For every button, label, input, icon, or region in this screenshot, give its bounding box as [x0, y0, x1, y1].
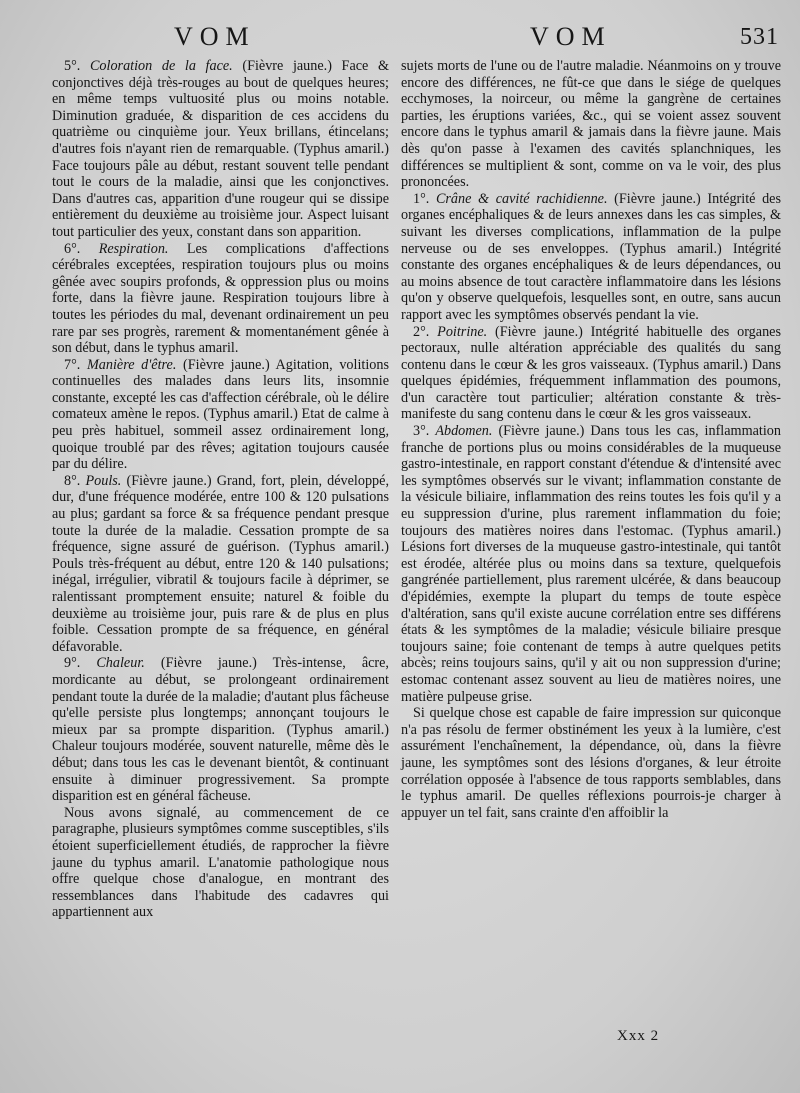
paragraph-coloration: 5°. Coloration de la face. (Fièvre jaune.) Face & conjonctives déjà très-rouges au bout de quelques heures; en même temps vultuosité plus ou moins notable. Diminution graduée, & disparition de ces accidens du quatrième ou cinquième jour. Yeux brillans, étincelans; d'autres fois n'ayant rien de remarquable. (Typhus amaril.) Face toujours pâle au début, restant souvent telle pendant tout le cours de la maladie, ainsi que les conjonctives. Dans d'autres cas, apparition d'une rougeur qui se dissipe entièrement du deuxième au troisième jour. Aspect luisant tout particulier des yeux, constant dans son apparition.: [52, 58, 389, 240]
section-title: Pouls.: [85, 472, 122, 489]
paragraph-continuation: sujets morts de l'une ou de l'autre maladie. Néanmoins on y trouve encore des différences, ne fût-ce que dans le siége de quelques ecchymoses, la noirceur, ou même la gangrène de certaines parties, les éruptions variées, &c., qui se voient assez souvent encore dans le typhus amaril & jamais dans la fièvre jaune. Mais dès qu'on passe à l'examen des cavités splanchniques, les différences se multiplient & sont, comme on va le voir, des plus prononcées.: [401, 58, 781, 191]
paragraph-respiration: 6°. Respiration. Les complications d'affections cérébrales exceptées, respiration toujours plus ou moins gênée avec soupirs profonds, & oppression plus ou moins forte, dans la fièvre jaune. Respiration toujours libre à toutes les périodes du mal, devenant ordinairement un peu rare par ses progrès, rarement & momentanément gênée à son début, dans le typhus amaril.: [52, 240, 389, 357]
section-title: Coloration de la face.: [89, 58, 233, 74]
section-title: Abdomen.: [435, 423, 493, 440]
paragraph-anatomie: Nous avons signalé, au commencement de ce paragraphe, plusieurs symptômes comme susceptibles, s'ils étoient superficiellement étudiés, de rapprocher la fièvre jaune du typhus amaril. L'anatomie pathologique nous offre quelque chose d'analogue, en montrant des ressemblances dans l'habitude des cadavres qui appartiennent aux: [52, 804, 389, 921]
right-column: [401, 58, 781, 821]
section-title: Crâne & cavité rachidienne.: [435, 190, 608, 207]
left-column: [52, 58, 389, 921]
paragraph-conclusion: Si quelque chose est capable de faire impression sur quiconque n'a pas résolu de fermer obstinément les yeux à la lumière, c'est assurément l'enchaînement, la dépendance, où, dans la fièvre jaune, les symptômes sont des lésions d'organes, & leur étroite corrélation opposée à l'absence de tous rapports semblables, dans le typhus amaril. De quelles réflexions pourrois-je charger à appuyer un tel fait, sans crainte d'en affoiblir la: [401, 705, 781, 821]
paragraph-pouls: 8°. Pouls. (Fièvre jaune.) Grand, fort, plein, développé, dur, d'une fréquence modérée, entre 100 & 120 pulsations au plus; gardant sa force & sa fréquence pendant presque toute la durée de la maladie. Cessation prompte de sa fréquence, signe assuré de guérison. (Typhus amaril.) Pouls très-fréquent au début, entre 120 & 140 pulsations; inégal, irrégulier, vibratil & toujours facile à déprimer, se ralentissant promptement ensuite; naturel & foible du deuxième au troisième jour, puis rare & de plus en plus foible. Cessation prompte de sa fréquence, en général défavorable.: [52, 472, 389, 655]
paragraph-maniere-detre: 7°. Manière d'être. (Fièvre jaune.) Agitation, volitions continuelles des malades dans leurs lits, insomnie constante, excepté les cas d'affection cérébrale, où le délire comateux amène le repos. (Typhus amaril.) Etat de calme à peu près habituel, sommeil assez ordinairement long, quoique troublé par des rêves; agitation toujours causée par du délire.: [52, 356, 389, 473]
running-head-right: VOM: [530, 22, 612, 51]
section-title: Chaleur.: [96, 655, 145, 672]
section-title: Manière d'être.: [86, 356, 177, 373]
section-title: Poitrine.: [437, 323, 488, 340]
page-number: 531: [740, 24, 779, 50]
section-title: Respiration.: [98, 240, 169, 257]
paragraph-abdomen: 3°. Abdomen. (Fièvre jaune.) Dans tous les cas, inflammation franche de portions plus ou moins considérables de la muqueuse gastro-intestinale, en rapport constant d'étendue & d'intensité avec les symptômes observés sur le vivant; inflammation constante de la vésicule biliaire, inflammation des reins toutes les fois qu'il y a eu suppression d'urine, plus rarement inflammation du foie; toujours des matières noires dans l'estomac. (Typhus amaril.) Lésions fort diverses de la muqueuse gastro-intestinale, qui tantôt est érodée, altérée plus ou moins dans sa texture, quelquefois gangrénée partiellement, plus rarement ulcérée, & dans beaucoup d'épidémies, exempte la plupart du temps de toute espèce d'altération, sans qu'il existe aucune corrélation entre ses différens états & les symptômes de la maladie; vésicule biliaire presque toujours saine; foie contenant de temps à autre quelques petits abcès; reins toujours sains, qu'il y ait ou non suppression d'urine; estomac contenant assez souvent au lieu de matières noires, une matière pulpeuse grise.: [401, 423, 781, 705]
paragraph-crane: 1°. Crâne & cavité rachidienne. (Fièvre jaune.) Intégrité des organes encéphaliques & de leurs annexes dans les cas simples, & suivant les diverses complications, inflammation de la pulpe nerveuse ou de ses enveloppes. (Typhus amaril.) Intégrité constante des organes encéphaliques & de leurs dépendances, ou au moins absence de tout caractère inflammatoire dans les lésions qu'on y observe quelquefois, lesquelles sont, en outre, sans aucun rapport avec les symptômes observés pendant la vie.: [401, 190, 781, 323]
paragraph-chaleur: 9°. Chaleur. (Fièvre jaune.) Très-intense, âcre, mordicante au début, se prolongeant ordinairement pendant toute la durée de la maladie; d'autant plus fâcheuse qu'elle persiste plus longtemps; annonçant toujours le mieux par sa prompte disparition. (Typhus amaril.) Chaleur toujours modérée, souvent naturelle, même dès le début; dans tous les cas le devenant bientôt, & continuant ensuite à diminuer progressivement. Sa prompte disparition est en général fâcheuse.: [52, 655, 390, 805]
signature-mark: Xxx 2: [617, 1028, 660, 1044]
running-head-left: VOM: [174, 22, 256, 51]
paragraph-poitrine: 2°. Poitrine. (Fièvre jaune.) Intégrité habituelle des organes pectoraux, nulle altération appréciable des qualités du sang contenu dans le cœur & les gros vaisseaux. (Typhus amaril.) Dans quelques épidémies, fréquemment inflammation des poumons, d'un caractère tout particulier; altération constante & très-manifeste du sang contenu dans le cœur & les gros vaisseaux.: [401, 323, 781, 423]
